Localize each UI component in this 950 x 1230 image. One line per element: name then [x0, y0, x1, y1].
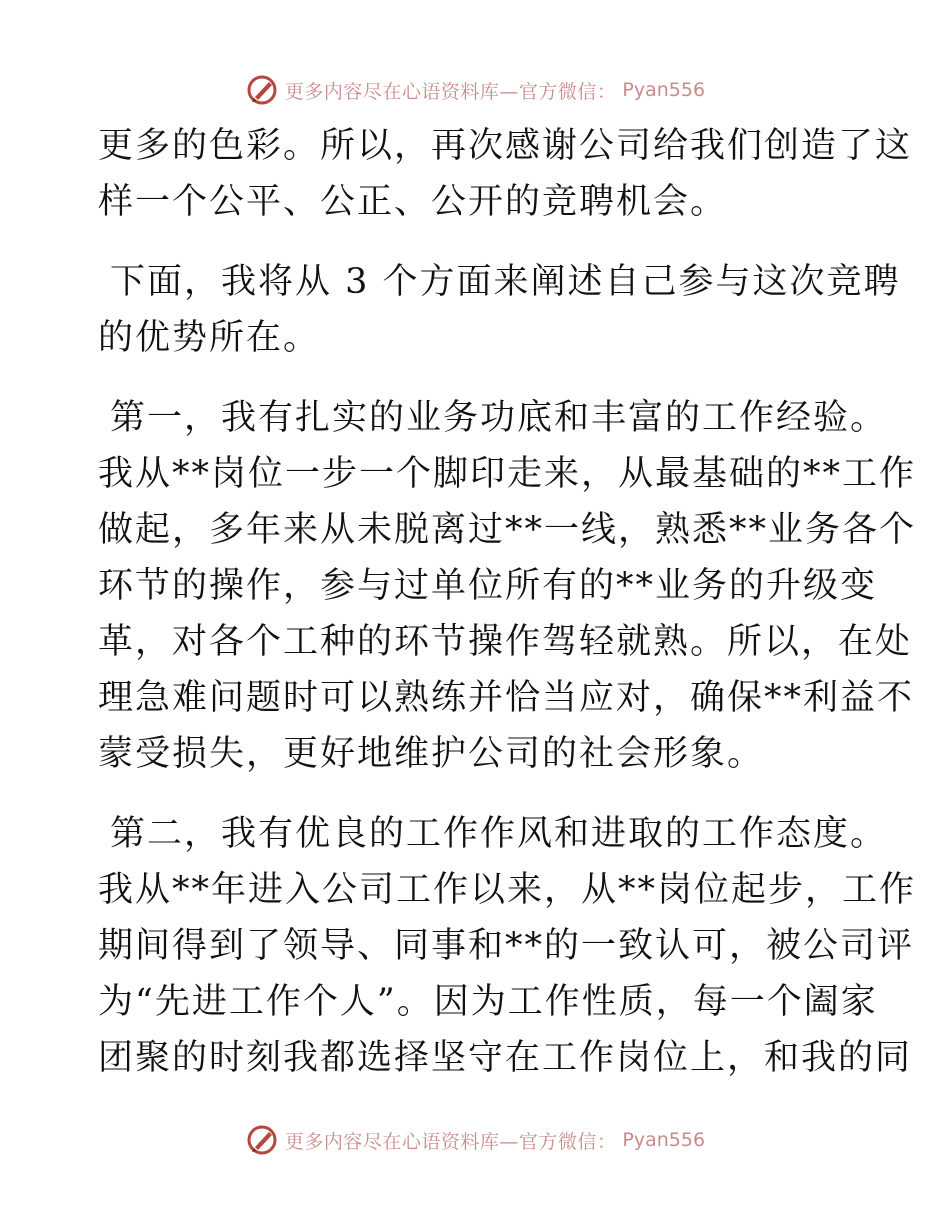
text-line: 环节的操作，参与过单位所有的**业务的升级变: [98, 566, 878, 606]
paragraph-3: [98, 390, 888, 446]
text-line: 蒙受损失，更好地维护公司的社会形象。: [98, 734, 765, 774]
text-line: 为“先进工作个人”。因为工作性质，每一个阖家: [98, 982, 878, 1022]
text-line: 更多的色彩。所以，再次感谢公司给我们创造了这: [98, 126, 913, 166]
text-line: 理急难问题时可以熟练并恰当应对，确保**利益不: [98, 678, 915, 718]
pen-logo-icon: [245, 1123, 279, 1157]
paragraph-3-cont: [98, 446, 917, 782]
text-line: 我从**岗位一步一个脚印走来，从最基础的**工作: [98, 454, 917, 494]
text-line: 下面，我将从 3 个方面来阐述自己参与这次竞聘: [110, 262, 901, 302]
watermark-account: Pyan556: [622, 1129, 706, 1151]
paragraph-1: [98, 118, 913, 230]
watermark-text: 更多内容尽在心语资料库—官方微信：: [284, 1130, 617, 1153]
text-line: 的优势所在。: [98, 318, 321, 358]
paragraph-4: [98, 806, 888, 862]
text-line: 期间得到了领导、同事和**的一致认可，被公司评: [98, 926, 915, 966]
watermark-account: Pyan556: [622, 79, 706, 101]
text-line: 样一个公平、公正、公开的竞聘机会。: [98, 182, 728, 222]
paragraph-2-cont: [98, 310, 858, 366]
text-line: 第一，我有扎实的业务功底和丰富的工作经验。: [110, 398, 888, 438]
text-line: 做起，多年来从未脱离过**一线，熟悉**业务各个: [98, 510, 917, 550]
header-watermark: [0, 70, 950, 110]
watermark-text: 更多内容尽在心语资料库—官方微信：: [284, 80, 617, 103]
paragraph-2: [98, 254, 901, 310]
pen-logo-icon: [245, 73, 279, 107]
paragraph-4-cont: [98, 862, 917, 1086]
document-body: [98, 118, 917, 1086]
footer-watermark: [0, 1120, 950, 1160]
text-line: 第二，我有优良的工作作风和进取的工作态度。: [110, 814, 888, 854]
text-line: 团聚的时刻我都选择坚守在工作岗位上，和我的同: [98, 1038, 913, 1078]
text-line: 革，对各个工种的环节操作驾轻就熟。所以，在处: [98, 622, 913, 662]
text-line: 我从**年进入公司工作以来，从**岗位起步，工作: [98, 870, 917, 910]
